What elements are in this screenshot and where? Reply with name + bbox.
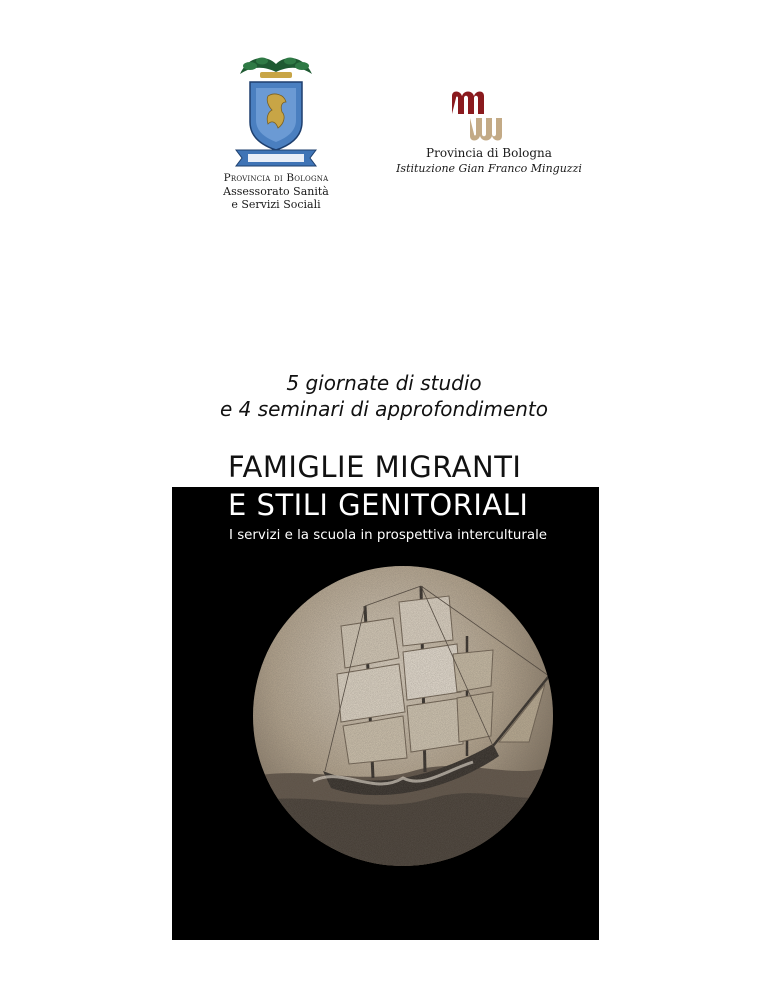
subtitle-line2: e 4 seminari di approfondimento [219,397,549,421]
main-title [228,448,528,524]
tagline: I servizi e la scuola in prospettiva interculturale [229,528,548,543]
subtitle-line1: 5 giornate di studio [286,371,482,395]
assessorato-label: Assessorato Sanità [223,185,329,198]
istituzione-label: Istituzione Gian Franco Minguzzi [396,162,582,175]
minguzzi-logo [386,88,592,188]
sailing-ship-circle-image [253,566,553,866]
provincia-name: Provincia di Bologna [223,172,329,184]
servizi-label: e Servizi Sociali [231,198,321,211]
subtitle [0,370,768,422]
provincia-logo [216,52,336,217]
right-provincia-label: Provincia di Bologna [426,146,552,160]
coat-of-arms-icon [230,52,322,170]
title-line1: FAMIGLIE MIGRANTI [228,450,522,484]
title-line2: E STILI GENITORIALI [228,488,529,522]
mm-monogram-icon [448,88,514,144]
